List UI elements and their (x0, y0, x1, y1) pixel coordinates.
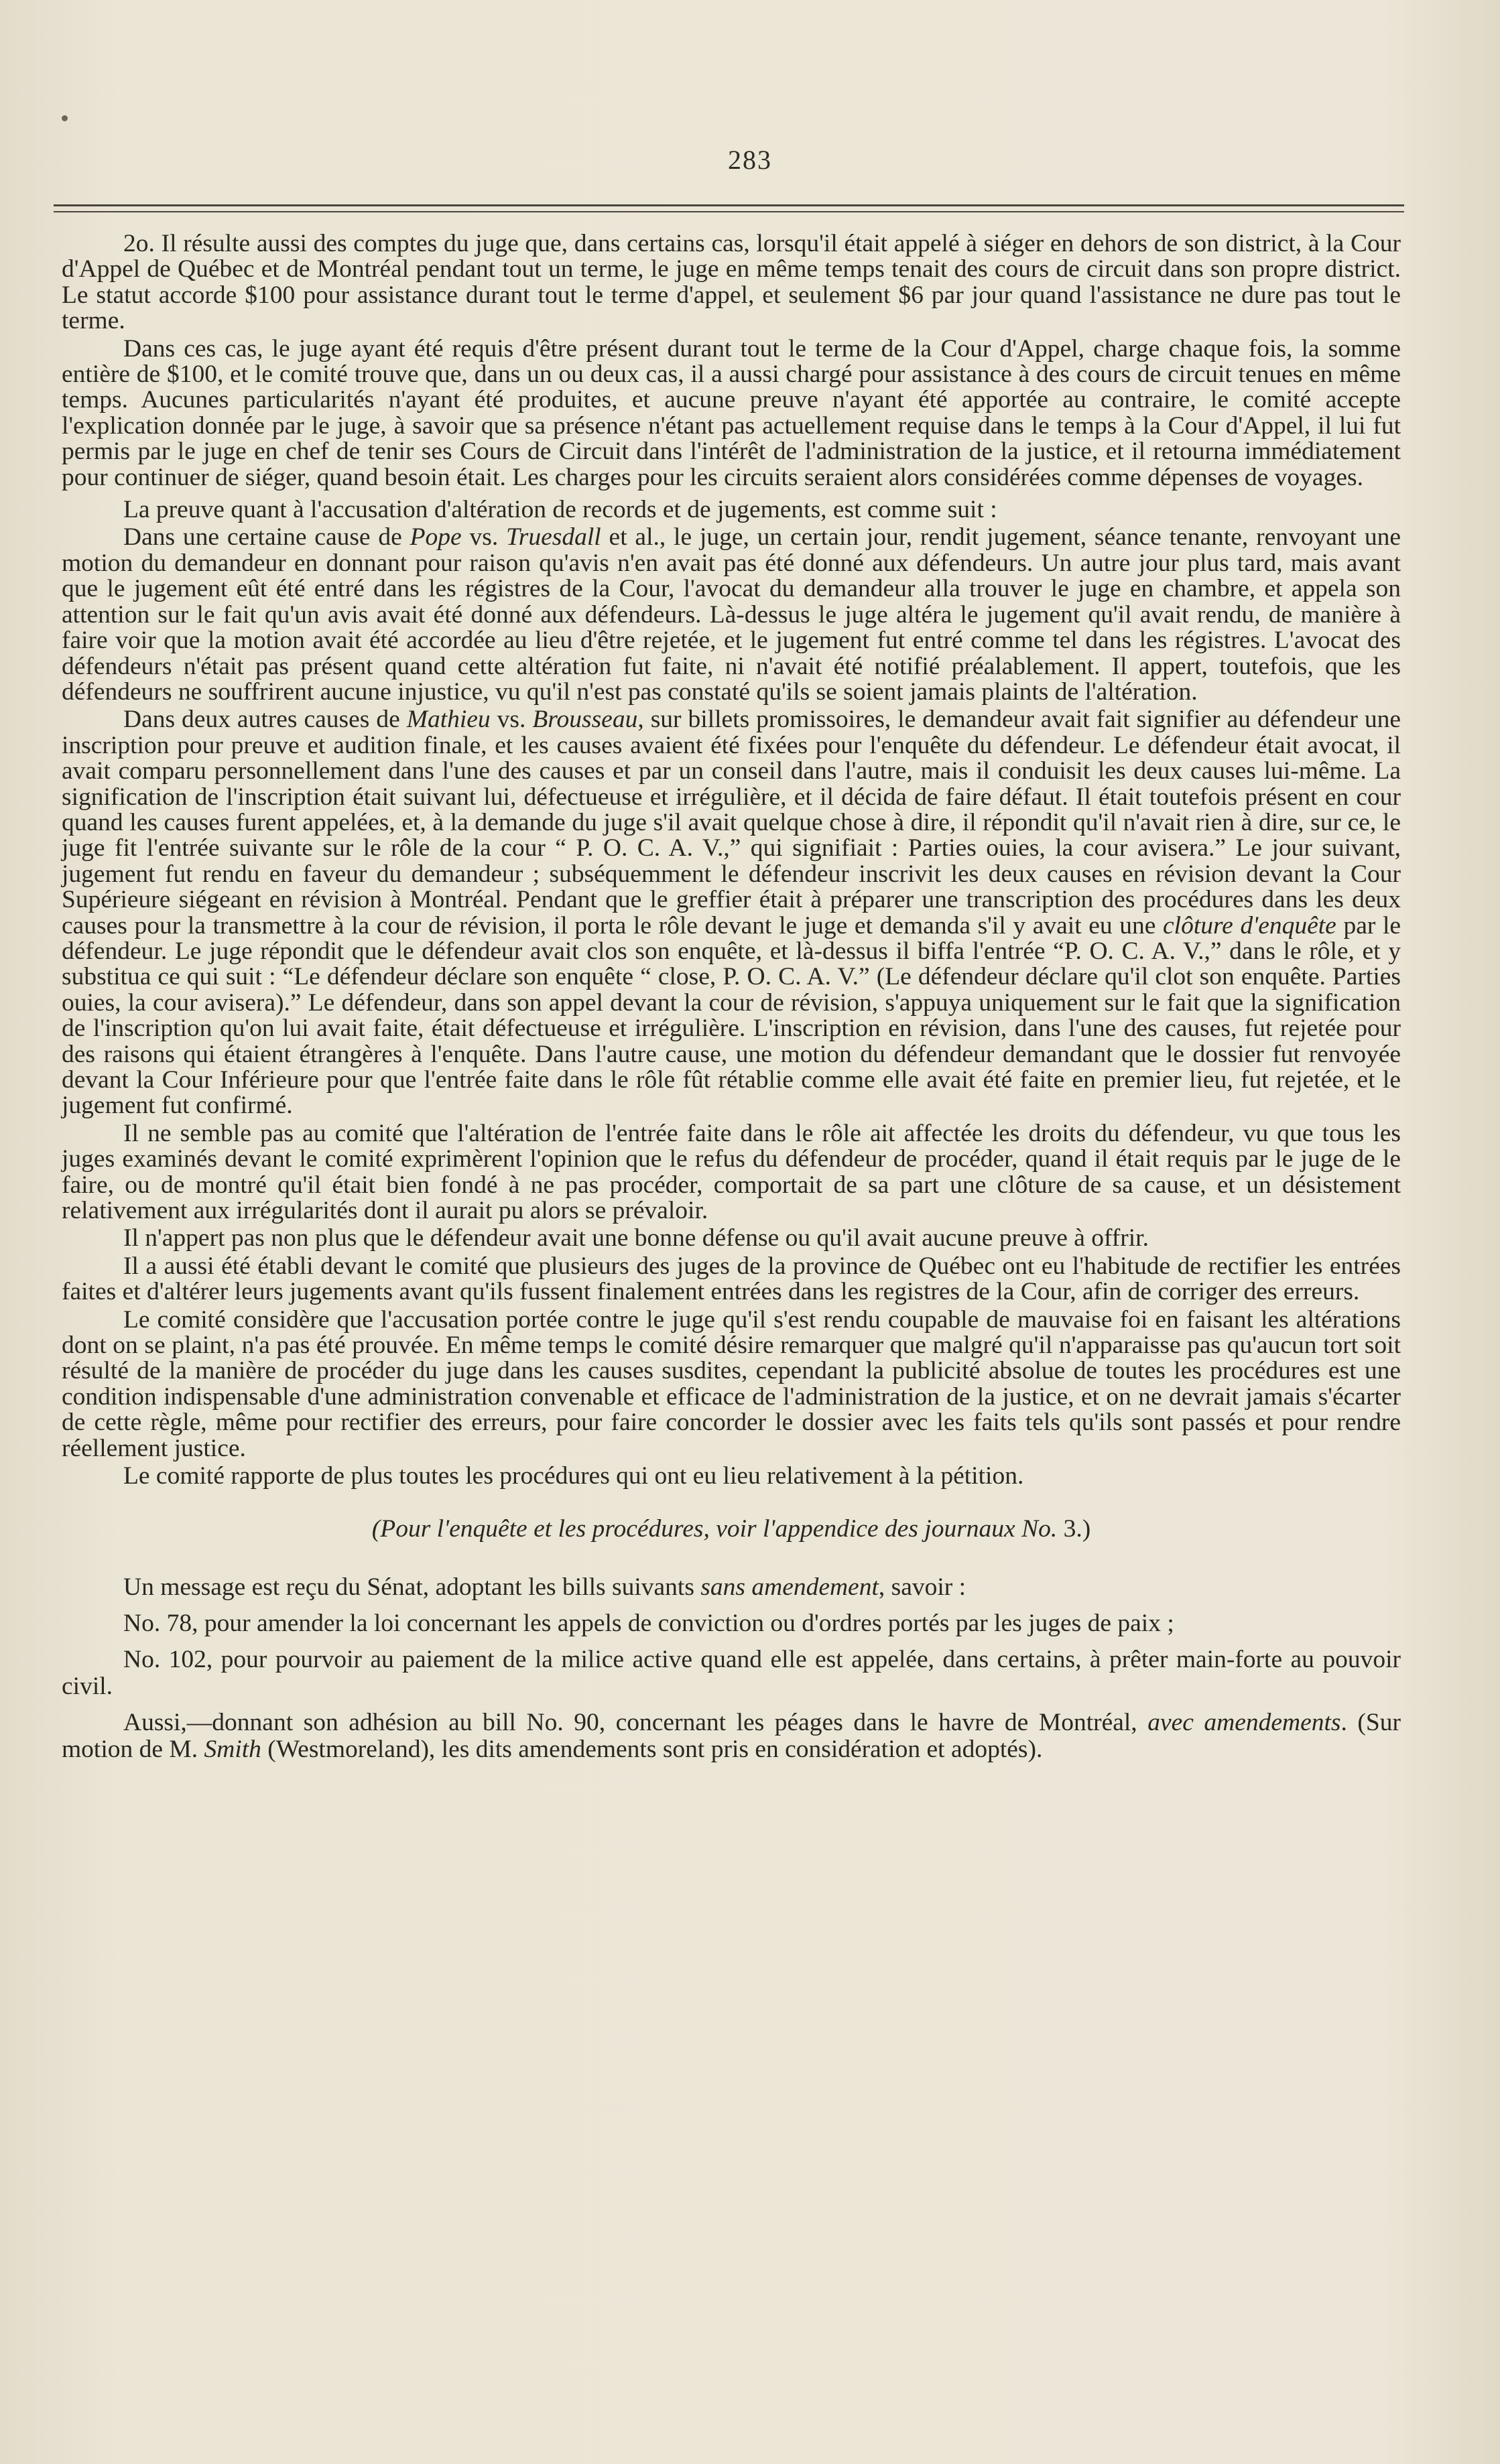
document-body (62, 231, 1401, 1772)
appendix-note: (Pour l'enquête et les procédures, voir l'appendice des journaux No. 3.) (371, 1514, 1091, 1543)
paragraph-committee-conclusion: Le comité considère que l'accusation portée contre le juge qu'il s'est rendu coupable de mauvaise foi en faisant les altérations dont on se plaint, n'a pas été prouvée. En même temps le comité désire remarquer que malgré qu'il n'apparaisse pas qu'aucun tort soit résulté de la manière de procéder du juge dans les causes susdites, cependant la publicité absolue de toutes les procédures est une condition indispensable d'une administration convenable et efficace de l'administration de la justice, et on ne devrait jamais s'écarter de cette règle, même pour rectifier des erreurs, pour faire concorder le dossier avec les faits tels qu'ils sont passés et pour rendre réellement justice. (62, 1305, 1401, 1462)
paragraph-no-defense: Il n'appert pas non plus que le défendeur avait une bonne défense ou qu'il avait aucune preuve à offrir. (123, 1224, 1149, 1252)
header-rule-top (54, 204, 1404, 206)
paragraph-judges-habit: Il a aussi été établi devant le comité que plusieurs des juges de la province de Québec ont eu l'habitude de rectifier les entrées faites et d'altérer leurs jugements avant qu'ils fussent finalement entrées dans les registres de la Cour, afin de corriger des erreurs. (62, 1252, 1401, 1306)
paragraph-bill-78: No. 78, pour amender la loi concernant les appels de conviction ou d'ordres portés par les juges de paix ; (123, 1609, 1174, 1637)
paragraph-senate-message: Un message est reçu du Sénat, adoptant les bills suivants sans amendement, savoir : (123, 1573, 966, 1601)
ink-speck (62, 115, 68, 121)
paragraph-circuit-courts: 2o. Il résulte aussi des comptes du juge que, dans certains cas, lorsqu'il était appelé à siéger en dehors de son district, à la Cour d'Appel de Québec et de Montréal pendant tout un terme, le juge en même temps tenait des cours de circuit dans son propre district. Le statut accorde $100 pour assistance durant tout le terme d'appel, et seulement $6 par jour quand l'assistance ne dure pas tout le terme. (62, 230, 1401, 335)
paragraph-proof-intro: La preuve quant à l'accusation d'altération de records et de jugements, est comme suit : (123, 496, 997, 524)
header-rule-bottom (54, 211, 1404, 212)
paragraph-mathieu-case: Dans deux autres causes de Mathieu vs. Brousseau, sur billets promissoires, le demandeur avait fait signifier au défendeur une inscription pour preuve et audition finale, et les causes avaient été fixées pour l'enquête du défendeur. Le défendeur était avocat, il avait comparu personnellement dans l'une des causes et par un conseil dans l'autre, mais il conduisit les deux causes lui-même. La signification de l'inscription était suivant lui, défectueuse et irrégulière, et il décida de faire défaut. Il était toutefois présent en cour quand les causes furent appelées, et, à la demande du juge s'il avait quelque chose à dire, il répondit qu'il n'avait rien à dire, sur ce, le juge fit l'entrée suivante sur le rôle de la cour “ P. O. C. A. V.,” qui signifiait : Parties ouies, la cour avisera.” Le jour suivant, jugement fut rendu en faveur du demandeur ; subséquemment le défendeur inscrivit les deux causes en révision devant la Cour Supérieure siégeant en révision à Montréal. Pendant que le greffier était à préparer une transcription des procédures dans les deux causes pour la transmettre à la cour de révision, il porta le rôle devant le juge et demanda s'il y avait eu une clôture d'enquête par le défendeur. Le juge répondit que le défendeur avait clos son enquête, et là-dessus il biffa l'entrée “P. O. C. A. V.,” dans le rôle, et y substitua ce qui suit : “Le défendeur déclare son enquête “ close, P. O. C. A. V.” (Le défendeur déclare qu'il clot son enquête. Parties ouies, la cour avisera).” Le défendeur, dans son appel devant la cour de révision, s'appuya uniquement sur le fait que la signification de l'inscription qu'on lui avait faite, était défectueuse et irrégulière. L'inscription en révision, dans l'une des causes, fut rejetée pour des raisons qui étaient étrangères à l'enquête. Dans l'autre cause, une motion du défendeur demandant que le dossier fut renvoyée devant la Cour Inférieure pour que l'entrée faite dans le rôle fût rétablie comme elle avait été faite en premier lieu, fut rejetée, et le jugement fut confirmé. (62, 706, 1401, 1120)
paragraph-appeal-charges: Dans ces cas, le juge ayant été requis d'être présent durant tout le terme de la Cour d'Appel, charge chaque fois, la somme entière de $100, et le comité trouve que, dans un ou deux cas, il a aussi chargé pour assistance à des cours de circuit tenues en même temps. Aucunes particularités n'ayant été produites, et aucune preuve n'ayant été apportée au contraire, le comité accepte l'explication donnée par le juge, à savoir que sa présence n'étant pas actuellement requise dans le temps à la Cour d'Appel, il lui fut permis par le juge en chef de tenir ses Cours de Circuit dans l'intérêt de l'administration de la justice, et il retourna immédiatement pour continuer de siéger, quand besoin était. Les charges pour les circuits seraient alors considérées comme dépenses de voyages. (62, 334, 1401, 491)
paragraph-pope-case: Dans une certaine cause de Pope vs. Truesdall et al., le juge, un certain jour, rendit jugement, séance tenante, renvoyant une motion du demandeur en donnant pour raison qu'avis n'en avait pas été donné aux défendeurs. Un autre jour plus tard, mais avant que le jugement eût été entré dans les régistres de la Cour, l'avocat du demandeur alla trouver le juge en chambre, et appela son attention sur le fait qu'un avis avait été donné aux défendeurs. Là-dessus le juge altéra le jugement qu'il avait rendu, de manière à faire voir que la motion avait été accordée au lieu d'être rejetée, et le jugement fut entré comme tel dans les régistres. L'avocat des défendeurs n'était pas présent quand cette altération fut faite, ni n'avait été notifié préalablement. Il appert, toutefois, que les défendeurs ne souffrirent aucune injustice, vu qu'il n'est pas constaté qu'ils se soient jamais plaints de l'altération. (62, 523, 1401, 706)
paragraph-bill-102: No. 102, pour pourvoir au paiement de la milice active quand elle est appelée, dans certains, à prêter main-forte au pouvoir civil. (62, 1645, 1401, 1700)
paragraph-committee-report: Le comité rapporte de plus toutes les procédures qui ont eu lieu relativement à la pétition. (123, 1462, 1024, 1490)
paragraph-bill-90: Aussi,—donnant son adhésion au bill No. 90, concernant les péages dans le havre de Montréal, avec amendements. (Sur motion de M. Smith (Westmoreland), les dits amendements sont pris en considération et adoptés). (62, 1708, 1401, 1763)
paragraph-committee-opinion: Il ne semble pas au comité que l'altération de l'entrée faite dans le rôle ait affectée les droits du défendeur, vu que tous les juges examinés devant le comité exprimèrent l'opinion que le refus du défendeur de procéder, quand il était requis par le juge de le faire, ou de montré qu'il était bien fondé à ne pas procéder, comportait de sa part une clôture de sa cause, et un désistement relativement aux irrégularités dont il aurait pu alors se prévaloir. (62, 1119, 1401, 1225)
page-number: 283 (728, 145, 772, 175)
